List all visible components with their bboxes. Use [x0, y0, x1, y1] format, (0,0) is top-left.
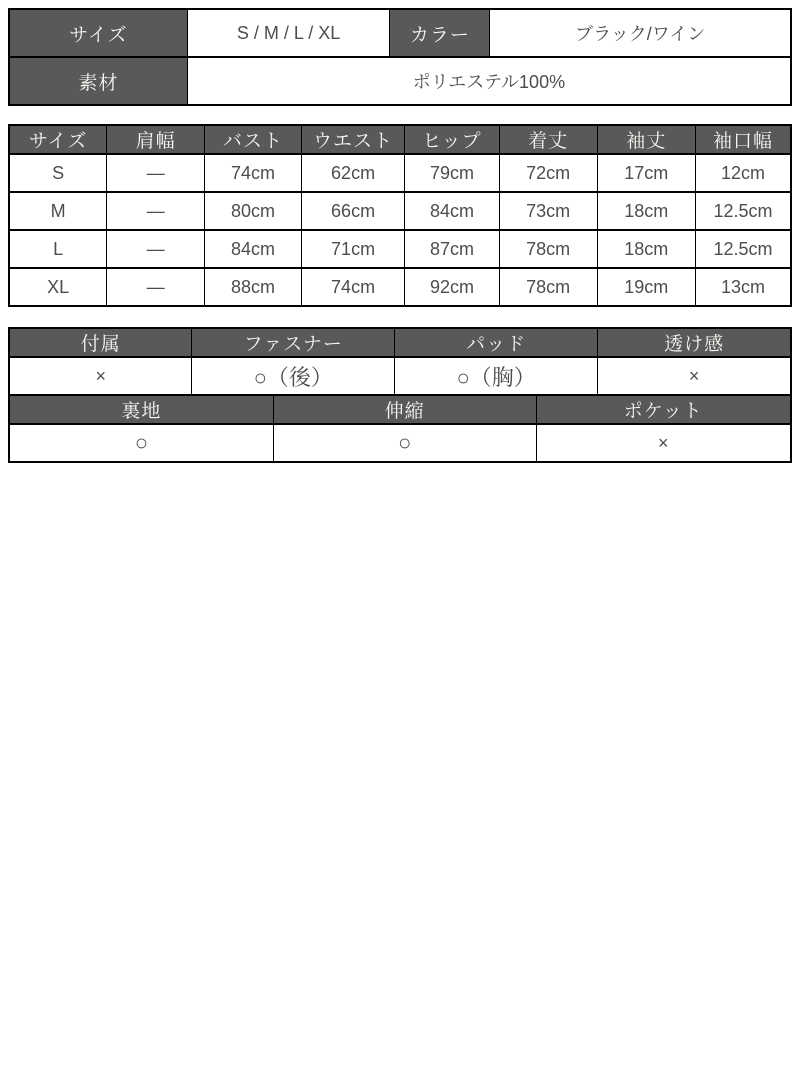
sleeve-cell: 17cm	[597, 154, 696, 192]
size-cell: XL	[9, 268, 107, 306]
accessories-header-cell: 付属	[9, 328, 192, 357]
cuff-cell: 12cm	[696, 154, 791, 192]
measurements-header-row	[9, 125, 791, 154]
waist-cell: 74cm	[301, 268, 404, 306]
accessories-value-cell: ×	[9, 357, 192, 395]
hip-cell: 84cm	[405, 192, 500, 230]
size-label-cell: サイズ	[9, 9, 187, 57]
sleeve-cell: 18cm	[597, 192, 696, 230]
waist-cell: 71cm	[301, 230, 404, 268]
features-header-row-1	[9, 328, 791, 357]
bust-cell: 74cm	[205, 154, 302, 192]
features-header-row-2	[9, 395, 791, 424]
table-row-size-s	[9, 154, 791, 192]
info-row-size-color	[9, 9, 791, 57]
col-header-sleeve: 袖丈	[597, 125, 696, 154]
size-cell: L	[9, 230, 107, 268]
table-row-size-l	[9, 230, 791, 268]
sleeve-cell: 19cm	[597, 268, 696, 306]
sleeve-cell: 18cm	[597, 230, 696, 268]
stretch-header-cell: 伸縮	[273, 395, 536, 424]
length-cell: 78cm	[499, 230, 597, 268]
col-header-length: 着丈	[499, 125, 597, 154]
length-cell: 78cm	[499, 268, 597, 306]
cuff-cell: 12.5cm	[696, 230, 791, 268]
size-cell: M	[9, 192, 107, 230]
shoulder-cell: —	[107, 192, 205, 230]
lining-header-cell: 裏地	[9, 395, 273, 424]
bust-cell: 80cm	[205, 192, 302, 230]
measurements-table	[8, 124, 792, 307]
hip-cell: 92cm	[405, 268, 500, 306]
lining-value-cell: ○	[9, 424, 273, 462]
bust-cell: 88cm	[205, 268, 302, 306]
sheerness-value-cell: ×	[598, 357, 791, 395]
col-header-bust: バスト	[205, 125, 302, 154]
fastener-value-cell: ○（後）	[192, 357, 395, 395]
length-cell: 73cm	[499, 192, 597, 230]
info-row-material	[9, 57, 791, 105]
size-value-cell: S / M / L / XL	[187, 9, 390, 57]
length-cell: 72cm	[499, 154, 597, 192]
color-value-cell: ブラック/ワイン	[490, 9, 791, 57]
fastener-header-cell: ファスナー	[192, 328, 395, 357]
cuff-cell: 13cm	[696, 268, 791, 306]
hip-cell: 87cm	[405, 230, 500, 268]
table-row-size-xl	[9, 268, 791, 306]
pad-header-cell: パッド	[395, 328, 598, 357]
shoulder-cell: —	[107, 268, 205, 306]
features-table-top	[8, 327, 792, 396]
col-header-cuff: 袖口幅	[696, 125, 791, 154]
stretch-value-cell: ○	[273, 424, 536, 462]
sheerness-header-cell: 透け感	[598, 328, 791, 357]
hip-cell: 79cm	[405, 154, 500, 192]
features-table-bottom	[8, 394, 792, 463]
color-label-cell: カラー	[390, 9, 490, 57]
waist-cell: 62cm	[301, 154, 404, 192]
features-value-row-1	[9, 357, 791, 395]
pocket-header-cell: ポケット	[536, 395, 791, 424]
material-value-cell: ポリエステル100%	[187, 57, 791, 105]
shoulder-cell: —	[107, 230, 205, 268]
size-cell: S	[9, 154, 107, 192]
features-value-row-2	[9, 424, 791, 462]
pad-value-cell: ○（胸）	[395, 357, 598, 395]
bust-cell: 84cm	[205, 230, 302, 268]
col-header-hip: ヒップ	[405, 125, 500, 154]
cuff-cell: 12.5cm	[696, 192, 791, 230]
col-header-size: サイズ	[9, 125, 107, 154]
product-info-table	[8, 8, 792, 106]
table-row-size-m	[9, 192, 791, 230]
waist-cell: 66cm	[301, 192, 404, 230]
pocket-value-cell: ×	[536, 424, 791, 462]
col-header-waist: ウエスト	[301, 125, 404, 154]
material-label-cell: 素材	[9, 57, 187, 105]
col-header-shoulder: 肩幅	[107, 125, 205, 154]
shoulder-cell: —	[107, 154, 205, 192]
